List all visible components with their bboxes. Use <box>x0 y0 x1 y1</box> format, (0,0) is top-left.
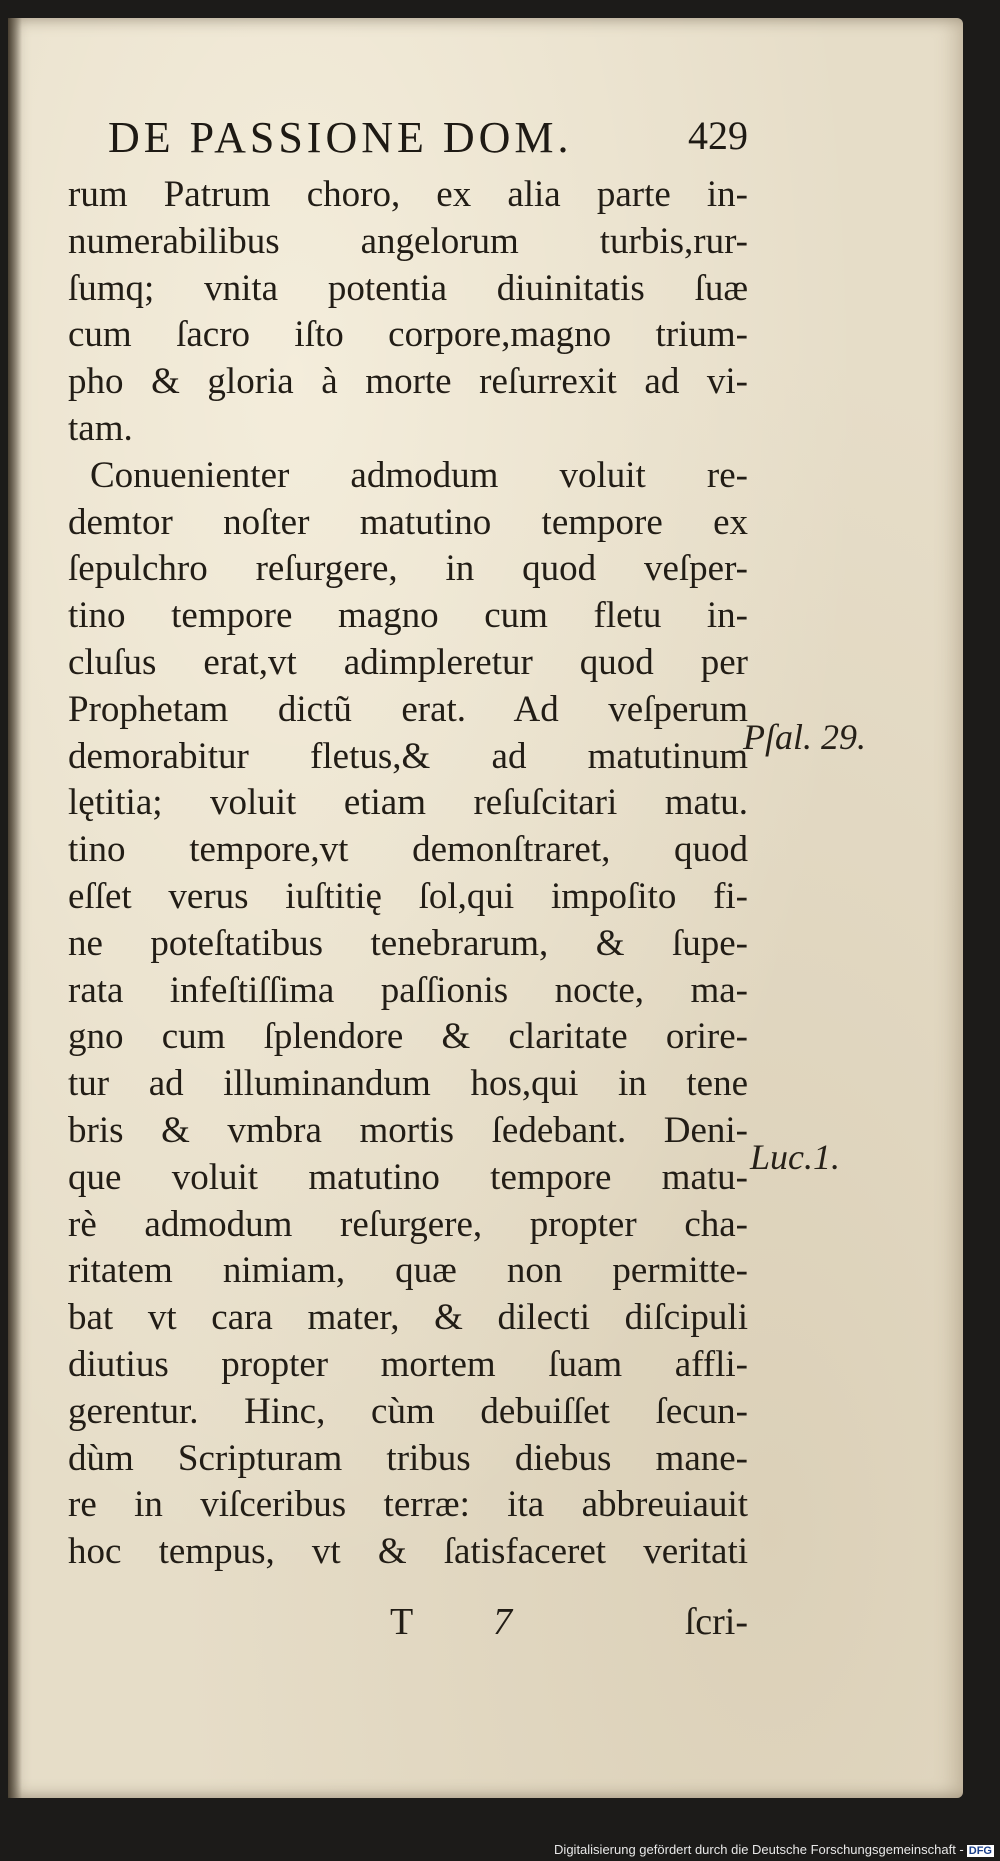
text-line: demorabitur fletus,& ad matutinum <box>68 735 748 777</box>
text-line: gno cum ſplendore & claritate orire- <box>68 1016 748 1058</box>
page-footer <box>68 1600 748 1650</box>
book-page <box>8 18 963 1798</box>
text-line: que voluit matutino tempore matu- <box>68 1156 748 1198</box>
marginal-note-luke: Luc.1. <box>750 1137 840 1177</box>
text-line: ſepulchro reſurgere, in quod veſper- <box>68 548 748 590</box>
leaf-number: 7 <box>493 1601 512 1643</box>
page-header <box>108 112 748 172</box>
running-title: DE PASSIONE DOM. <box>108 113 573 162</box>
text-line: eſſet verus iuſtitię ſol,qui impoſito fi- <box>68 875 748 917</box>
text-line: demtor noſter matutino tempore ex <box>68 501 748 543</box>
marginal-note-psalm: Pſal. 29. <box>743 717 866 757</box>
text-line: numerabilibus angelorum turbis,rur- <box>68 220 748 262</box>
text-line: cum ſacro iſto corpore,magno trium- <box>68 314 748 356</box>
text-line: gerentur. Hinc, cùm debuiſſet ſecun- <box>68 1390 748 1432</box>
text-line: rè admodum reſurgere, propter cha- <box>68 1203 748 1245</box>
text-line: tino tempore magno cum fletu in- <box>68 595 748 637</box>
text-line: cluſus erat,vt adimpleretur quod per <box>68 641 748 683</box>
text-line: dùm Scripturam tribus diebus mane- <box>68 1437 748 1479</box>
signature-mark: T <box>390 1601 414 1643</box>
page-gutter-shadow <box>8 18 22 1798</box>
catchword: ſcri- <box>684 1601 748 1643</box>
body-text <box>68 172 748 1576</box>
text-line: hoc tempus, vt & ſatisfaceret veritati <box>68 1531 748 1573</box>
text-line: diutius propter mortem ſuam affli- <box>68 1343 748 1385</box>
text-line: tam. <box>68 407 133 449</box>
credit-text: Digitalisierung gefördert durch die Deutsche Forschungsgemeinschaft - <box>554 1842 964 1857</box>
text-line: tino tempore,vt demonſtraret, quod <box>68 829 748 871</box>
text-line: ne poteſtatibus tenebrarum, & ſupe- <box>68 922 748 964</box>
text-line: bris & vmbra mortis ſedebant. Deni- <box>68 1109 748 1151</box>
text-line: Conuenienter admodum voluit re- <box>90 454 748 496</box>
page-number: 429 <box>688 113 748 158</box>
text-line: rata infeſtiſſima paſſionis nocte, ma- <box>68 969 748 1011</box>
text-line: ſumq; vnita potentia diuinitatis ſuæ <box>68 267 748 309</box>
text-line: bat vt cara mater, & dilecti diſcipuli <box>68 1297 748 1339</box>
text-line: re in viſceribus terræ: ita abbreuiauit <box>68 1484 748 1526</box>
text-line: tur ad illuminandum hos,qui in tene <box>68 1063 748 1105</box>
text-line: rum Patrum choro, ex alia parte in- <box>68 174 748 215</box>
text-line: Prophetam dictũ erat. Ad veſperum <box>68 688 748 730</box>
text-line: ritatem nimiam, quæ non permitte- <box>68 1250 748 1292</box>
digitization-credit <box>554 1842 994 1857</box>
text-line: pho & gloria à morte reſurrexit ad vi- <box>68 361 748 403</box>
text-line: lętitia; voluit etiam reſuſcitari matu. <box>68 782 748 824</box>
dfg-logo: DFG <box>968 1844 992 1857</box>
